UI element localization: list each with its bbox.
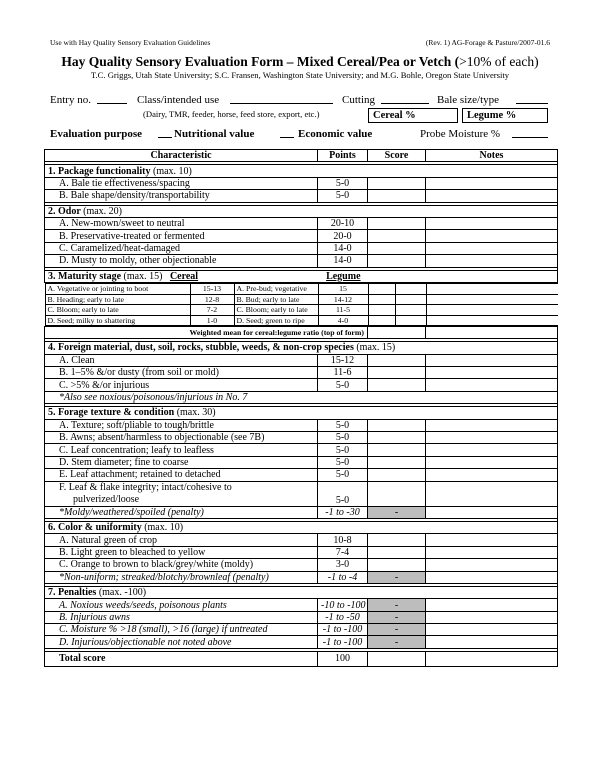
table-row: A. Texture; soft/pliable to tough/brittle 5-0 [45,419,558,431]
bale-size-label: Bale size/type [437,94,500,106]
score-cell[interactable] [368,456,426,468]
entry-no-field[interactable] [97,94,127,104]
score-cell[interactable] [395,315,426,326]
score-cell[interactable] [368,283,395,294]
legume-heading: Legume [326,270,361,282]
section-1-header: 1. Package functionality (max. 10) [45,165,558,177]
notes-cell[interactable] [426,242,558,254]
table-row: *Moldy/weathered/spoiled (penalty) -1 to -30 - [45,506,558,518]
notes-cell[interactable] [426,559,558,571]
notes-cell[interactable] [426,599,558,611]
weighted-mean-row: Weighted mean for cereal:legume ratio (top of form) [45,327,558,339]
notes-cell[interactable] [426,305,558,316]
evaluation-purpose-label: Evaluation purpose [50,128,142,140]
notes-cell[interactable] [426,534,558,546]
notes-cell[interactable] [426,481,558,506]
notes-cell[interactable] [426,230,558,242]
total-label: Total score [45,651,318,666]
notes-cell[interactable] [426,354,558,366]
table-row: C. Moisture % >18 (small), >16 (large) if untreated -1 to -100 - [45,624,558,636]
score-cell[interactable] [395,283,426,294]
score-cell[interactable] [368,546,426,558]
cereal-heading: Cereal [169,270,199,282]
notes-cell[interactable] [426,624,558,636]
col-score: Score [368,150,426,162]
notes-cell[interactable] [426,456,558,468]
table-row: A. Clean 15-12 [45,354,558,366]
table-row: A. Bale tie effectiveness/spacing 5-0 [45,177,558,189]
notes-cell[interactable] [426,367,558,379]
score-cell[interactable] [368,469,426,481]
header-left: Use with Hay Quality Sensory Evaluation Guidelines [50,38,211,47]
table-row: B. Awns; absent/harmless to objectionable (see 7B) 5-0 [45,432,558,444]
table-row: B. Preservative-treated or fermented 20-0 [45,230,558,242]
evaluation-table [44,149,558,667]
score-cell[interactable] [368,255,426,267]
section-6-header: 6. Color & uniformity (max. 10) [45,521,558,533]
table-row: A. Noxious weeds/seeds, poisonous plants -10 to -100 - [45,599,558,611]
table-row: C. Leaf concentration; leafy to leafless 5-0 [45,444,558,456]
col-points: Points [318,150,368,162]
probe-moisture-label: Probe Moisture % [420,128,501,140]
maturity-table [45,283,558,326]
header-right: (Rev. 1) AG-Forage & Pasture/2007-01.6 [425,38,550,47]
notes-cell[interactable] [426,327,558,339]
score-cell[interactable] [368,354,426,366]
table-row: C. Caramelized/heat-damaged 14-0 [45,242,558,254]
table-row: B. Light green to bleached to yellow 7-4 [45,546,558,558]
penalty-score-cell[interactable]: - [368,506,426,518]
total-row [45,651,558,666]
total-points: 100 [318,651,368,666]
class-use-field[interactable] [230,94,333,104]
notes-cell[interactable] [426,315,558,326]
maturity-block [45,282,558,326]
entry-no-label: Entry no. [50,94,91,106]
section-7-header: 7. Penalties (max. -100) [45,586,558,598]
form-title: Hay Quality Sensory Evaluation Form – Mixed Cereal/Pea or Vetch (>10% of each) [61,54,539,69]
nutritional-value-label: Nutritional value [174,128,255,140]
notes-cell[interactable] [426,419,558,431]
notes-cell[interactable] [426,294,558,305]
table-row: F. Leaf & flake integrity; intact/cohesive to pulverized/loose 5-0 [45,481,558,506]
table-row: *Non-uniform; streaked/blotchy/brownleaf (penalty) -1 to -4 - [45,571,558,583]
penalty-score-cell[interactable]: - [368,611,426,623]
score-cell[interactable] [368,559,426,571]
notes-cell[interactable] [426,255,558,267]
col-characteristic: Characteristic [45,150,318,162]
cereal-pct-box[interactable]: Cereal % [368,108,458,123]
nutritional-checkbox[interactable] [158,128,172,138]
maturity-row: A. Vegetative or jointing to boot 15-13 A. Pre-bud; vegetative 15 [45,283,558,294]
score-cell[interactable] [395,305,426,316]
notes-cell[interactable] [426,432,558,444]
table-row: C. Orange to brown to black/grey/white (moldy) 3-0 [45,559,558,571]
table-header-row [45,150,558,162]
score-cell[interactable] [368,534,426,546]
notes-cell[interactable] [426,546,558,558]
noxious-note: *Also see noxious/poisonous/injurious in No. 7 [45,391,558,403]
table-row: C. >5% &/or injurious 5-0 [45,379,558,391]
table-row: B. 1–5% &/or dusty (from soil or mold) 11-6 [45,367,558,379]
score-cell[interactable] [368,177,426,189]
table-row: B. Injurious awns -1 to -50 - [45,611,558,623]
notes-cell[interactable] [426,651,558,666]
score-cell[interactable] [368,444,426,456]
probe-moisture-field[interactable] [512,128,548,138]
score-cell[interactable] [368,242,426,254]
score-cell[interactable] [368,481,426,506]
notes-cell[interactable] [426,506,558,518]
score-cell[interactable] [368,367,426,379]
total-score-cell[interactable] [368,651,426,666]
bale-size-field[interactable] [516,94,548,104]
score-cell[interactable] [368,379,426,391]
table-row [45,391,558,403]
penalty-score-cell[interactable]: - [368,636,426,648]
cutting-field[interactable] [381,94,429,104]
score-cell[interactable] [368,432,426,444]
cutting-label: Cutting [342,94,376,106]
class-use-label: Class/intended use [137,94,220,106]
authors: T.C. Griggs, Utah State University; S.C. Fransen, Washington State University; and M.G. Bohle, Oregon State University [90,70,510,80]
table-row: B. Bale shape/density/transportability 5-0 [45,190,558,202]
economic-checkbox[interactable] [280,128,294,138]
col-notes: Notes [426,150,558,162]
penalty-score-cell[interactable]: - [368,624,426,636]
section-5-header: 5. Forage texture & condition (max. 30) [45,407,558,419]
score-cell[interactable] [395,294,426,305]
penalty-score-cell[interactable]: - [368,571,426,583]
penalty-score-cell[interactable]: - [368,599,426,611]
maturity-row: B. Heading; early to late 12-8 B. Bud; early to late 14-12 [45,294,558,305]
table-row: D. Musty to moldy, other objectionable 14-0 [45,255,558,267]
class-examples: (Dairy, TMR, feeder, horse, feed store, export, etc.) [143,109,320,119]
table-row: D. Stem diameter; fine to coarse 5-0 [45,456,558,468]
notes-cell[interactable] [426,611,558,623]
maturity-row: D. Seed; milky to shattering 1-0 D. Seed; green to ripe 4-0 [45,315,558,326]
economic-value-label: Economic value [298,128,373,140]
notes-cell[interactable] [426,190,558,202]
score-cell[interactable] [368,315,395,326]
notes-cell[interactable] [426,571,558,583]
table-row: A. Natural green of crop 10-8 [45,534,558,546]
notes-cell[interactable] [426,444,558,456]
section-4-header: 4. Foreign material, dust, soil, rocks, stubble, weeds, & non-crop species (max. 15) [45,342,558,354]
score-cell[interactable] [368,190,426,202]
notes-cell[interactable] [426,283,558,294]
maturity-row: C. Bloom; early to late 7-2 C. Bloom; early to late 11-5 [45,305,558,316]
notes-cell[interactable] [426,177,558,189]
notes-cell[interactable] [426,636,558,648]
notes-cell[interactable] [426,379,558,391]
notes-cell[interactable] [426,469,558,481]
section-3-header: 3. Maturity stage (max. 15) Cereal Legume [45,270,558,282]
notes-cell[interactable] [426,217,558,229]
section-2-header: 2. Odor (max. 20) [45,205,558,217]
score-cell[interactable] [368,294,395,305]
score-cell[interactable] [368,230,426,242]
table-row: D. Injurious/objectionable not noted above -1 to -100 - [45,636,558,648]
table-row: E. Leaf attachment; retained to detached 5-0 [45,469,558,481]
table-row: A. New-mown/sweet to neutral 20-10 [45,217,558,229]
score-cell[interactable] [368,327,426,339]
score-cell[interactable] [368,419,426,431]
score-cell[interactable] [368,217,426,229]
legume-pct-box[interactable]: Legume % [462,108,548,123]
score-cell[interactable] [368,305,395,316]
